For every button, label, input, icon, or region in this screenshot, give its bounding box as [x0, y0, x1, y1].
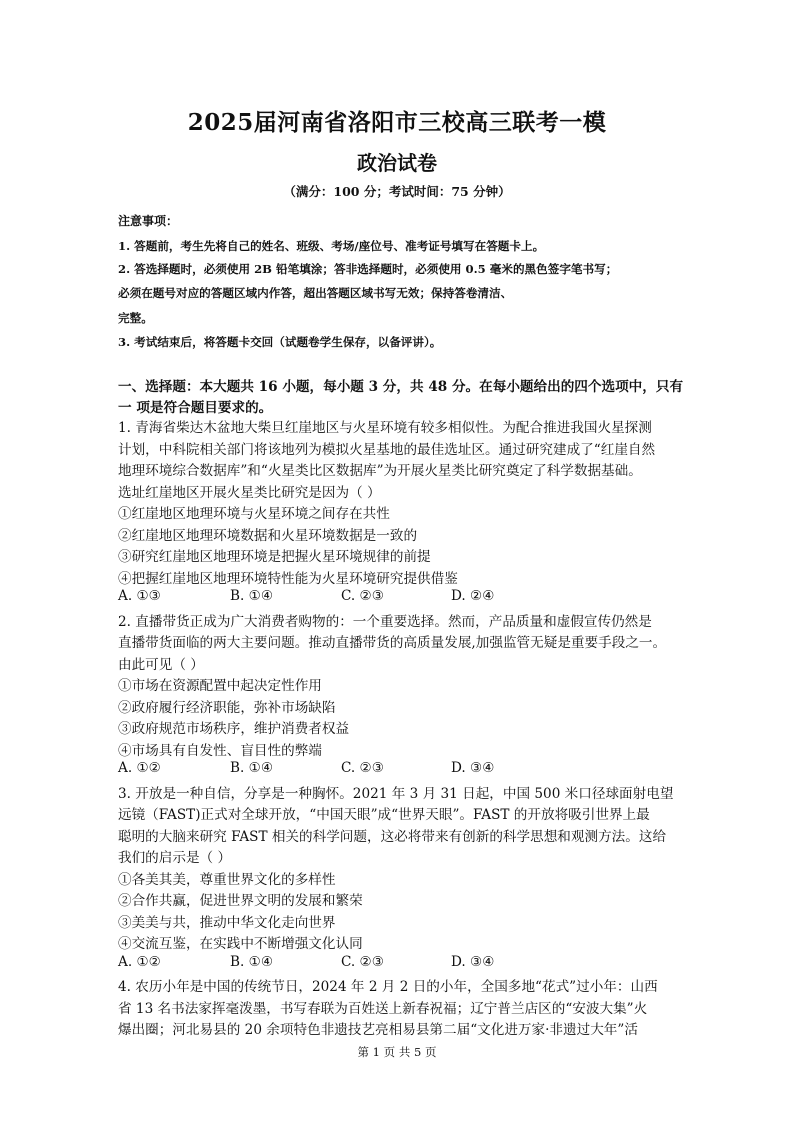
section-heading-cont: 一 项是符合题目要求的。 — [118, 400, 273, 416]
question-1-stem: 选址红崖地区开展火星类比研究是因为（ ） — [118, 485, 381, 501]
choice-a: A. ①② — [118, 954, 161, 970]
question-1-stem: 1. 青海省柴达木盆地大柴旦红崖地区与火星环境有较多相似性。为配合推进我国火星探测 — [118, 420, 652, 436]
question-1-stem: 地理环境综合数据库”和“火星类比区数据库”为开展火星类比研究奠定了科学数据基础。 — [118, 463, 642, 479]
choice-c: C. ②③ — [341, 760, 384, 776]
question-3-item: ③美美与共，推动中华文化走向世界 — [118, 915, 336, 931]
question-4-stem: 爆出圈；河北易县的 20 余项特色非遗技艺亮相易县第二届“文化进万家·非遗过大年”活 — [118, 1022, 638, 1038]
choice-b: B. ①④ — [230, 954, 274, 970]
score-time-info: （满分：100 分；考试时间：75 分钟） — [283, 184, 511, 199]
question-3-item: ①各美其美，尊重世界文化的多样性 — [118, 872, 336, 888]
page-number: 第 1 页 共 5 页 — [357, 1045, 437, 1059]
question-3-stem: 3. 开放是一种自信，分享是一种胸怀。2021 年 3 月 31 日起，中国 500 米口径球面射电望 — [118, 786, 674, 802]
choice-d: D. ③④ — [451, 954, 495, 970]
question-1-stem: 计划，中科院相关部门将该地列为模拟火星基地的最佳选址区。通过研究建成了“红崖自然 — [118, 442, 656, 458]
question-2-item: ③政府规范市场秩序，维护消费者权益 — [118, 721, 350, 737]
question-2-item: ①市场在资源配置中起决定性作用 — [118, 678, 322, 694]
exam-subject: 政治试卷 — [357, 151, 437, 175]
question-3-choices — [118, 954, 678, 972]
choice-a: A. ①② — [118, 760, 161, 776]
question-3-item: ②合作共赢，促进世界文明的发展和繁荣 — [118, 893, 363, 909]
notice-line: 必须在题号对应的答题区域内作答，超出答题区域书写无效；保持答卷清洁、 — [118, 286, 513, 300]
question-1-item: ④把握红崖地区地理环境特性能为火星环境研究提供借鉴 — [118, 571, 458, 587]
question-4-stem: 4. 农历小年是中国的传统节日，2024 年 2 月 2 日的小年，全国多地“花式”过小年：山西 — [118, 979, 658, 995]
question-2-stem: 直播带货面临的两大主要问题。推动直播带货的高质量发展,加强监管无疑是重要手段之一。 — [118, 635, 667, 651]
question-2-item: ②政府履行经济职能，弥补市场缺陷 — [118, 700, 336, 716]
notice-heading: 注意事项： — [118, 214, 179, 228]
choice-d: D. ③④ — [451, 760, 495, 776]
choice-a: A. ①③ — [118, 588, 161, 604]
question-2-stem: 2. 直播带货正成为广大消费者购物的：一个重要选择。然而，产品质量和虚假宣传仍然是 — [118, 614, 652, 630]
question-3-stem: 我们的启示是（ ） — [118, 850, 232, 866]
question-1-item: ③研究红崖地区地理环境是把握火星环境规律的前提 — [118, 549, 431, 565]
choice-d: D. ②④ — [451, 588, 495, 604]
question-2-stem: 由此可见（ ） — [118, 657, 204, 673]
exam-title: 2025届河南省洛阳市三校高三联考一模 — [187, 109, 607, 136]
notice-line: 1. 答题前，考生先将自己的姓名、班级、考场/座位号、准考证号填写在答题卡上。 — [118, 239, 545, 253]
question-1-item: ①红崖地区地理环境与火星环境之间存在共性 — [118, 506, 390, 522]
question-1-choices — [118, 588, 678, 606]
question-2-item: ④市场具有自发性、盲目性的弊端 — [118, 743, 322, 759]
choice-c: C. ②③ — [341, 588, 384, 604]
notice-line: 3. 考试结束后，将答题卡交回（试题卷学生保存，以备评讲）。 — [118, 335, 442, 349]
choice-b: B. ①④ — [230, 588, 274, 604]
choice-b: B. ①④ — [230, 760, 274, 776]
question-1-item: ②红崖地区地理环境数据和火星环境数据是一致的 — [118, 528, 418, 544]
notice-line: 完整。 — [118, 311, 153, 325]
section-heading: 一、选择题：本大题共 16 小题，每小题 3 分，共 48 分。在每小题给出的四个选项中，只有 — [118, 379, 684, 395]
question-2-choices — [118, 760, 678, 778]
choice-c: C. ②③ — [341, 954, 384, 970]
question-3-stem: 聪明的大脑来研究 FAST 相关的科学问题，这必将带来有创新的科学思想和观测方法。这给 — [118, 829, 667, 845]
notice-line: 2. 答选择题时，必须使用 2B 铅笔填涂；答非选择题时，必须使用 0.5 毫米的黑色签字笔书写； — [118, 262, 618, 276]
question-3-item: ④交流互鉴，在实践中不断增强文化认同 — [118, 936, 363, 952]
question-4-stem: 省 13 名书法家挥毫泼墨，书写春联为百姓送上新春祝福；辽宁普兰店区的“安波大集”火 — [118, 1001, 648, 1017]
question-3-stem: 远镜（FAST)正式对全球开放，“中国天眼”成“世界天眼”。FAST 的开放将吸引世界上最 — [118, 807, 650, 823]
